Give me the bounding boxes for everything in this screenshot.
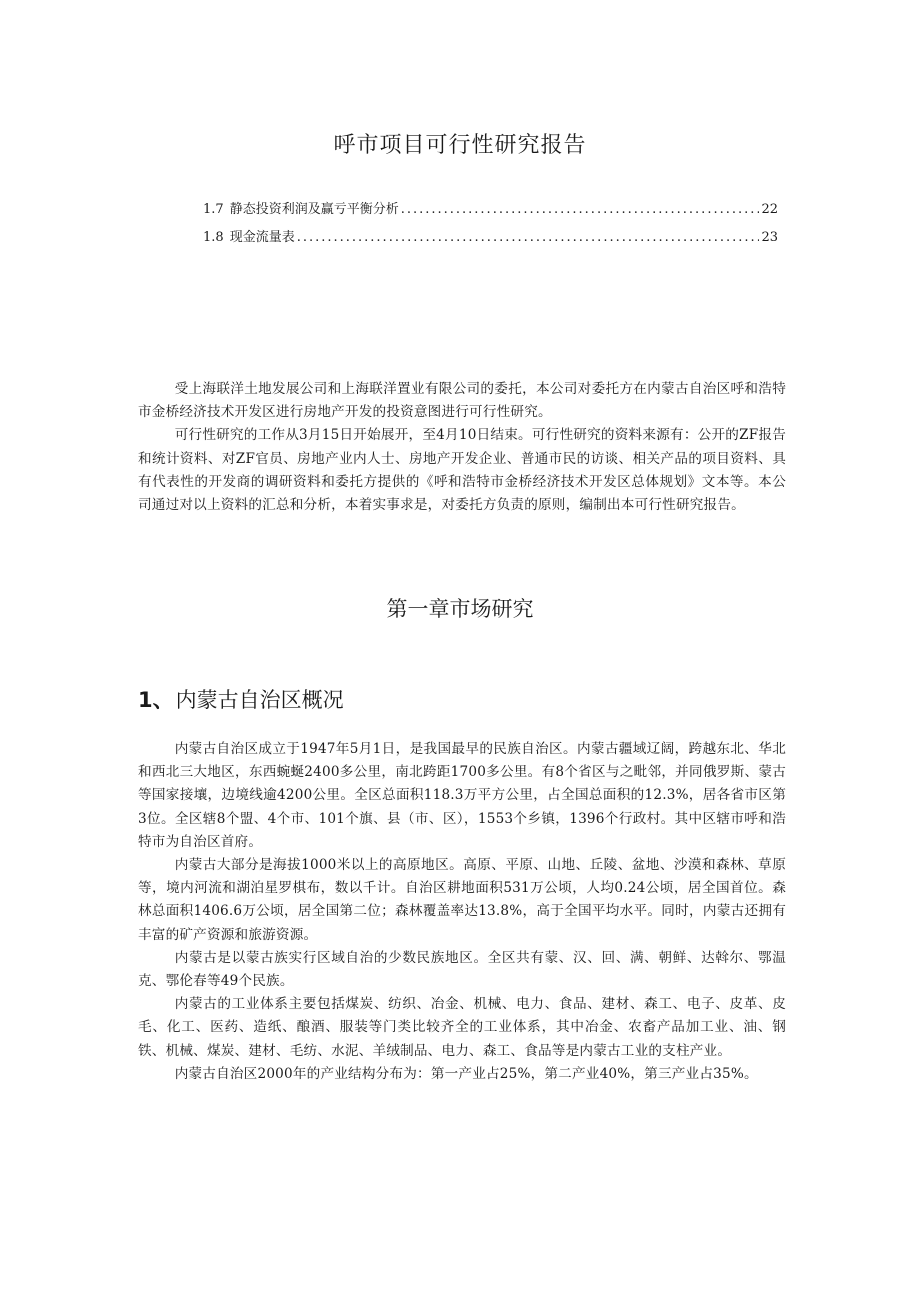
body-paragraph: 内蒙古自治区2000年的产业结构分布为：第一产业占25%，第二产业40%，第三产业占35%。 — [174, 1065, 758, 1082]
toc-leader-dots — [401, 196, 760, 224]
section-number: 1、 — [138, 688, 174, 712]
toc-leader-dots — [297, 224, 760, 252]
toc-entry[interactable] — [203, 224, 778, 252]
toc-entry-number: 1.7 — [203, 202, 224, 217]
toc-entry-page: 23 — [761, 230, 778, 245]
section-title-text: 内蒙古自治区概况 — [175, 688, 344, 712]
document-title: 呼市项目可行性研究报告 — [333, 133, 587, 158]
toc-entry-text: 现金流量表 — [229, 230, 295, 245]
toc-entry-number: 1.8 — [203, 230, 224, 245]
section-body — [138, 738, 786, 1086]
toc-entry-page: 22 — [761, 202, 778, 217]
intro-paragraph: 可行性研究的工作从3月15日开始展开，至4月10日结束。可行性研究的资料来源有：公开的ZF报告和统计资料、对ZF官员、房地产业内人士、房地产开发企业、普通市民的访谈、相关产品的项目资料、具有代表性的开发商的调研资料和委托方提供的《呼和浩特市金桥经济技术开发区总体规划》文本等。本公司通过对以上资料的汇总和分析，本着实事求是，对委托方负责的原则，编制出本可行性研究报告。 — [138, 427, 786, 514]
body-paragraph: 内蒙古是以蒙古族实行区域自治的少数民族地区。全区共有蒙、汉、回、满、朝鲜、达斡尔、鄂温克、鄂伦春等49个民族。 — [138, 949, 786, 990]
toc-entry[interactable] — [203, 196, 778, 224]
body-paragraph: 内蒙古自治区成立于1947年5月1日，是我国最早的民族自治区。内蒙古疆域辽阔，跨越东北、华北和西北三大地区，东西蜿蜒2400多公里，南北跨距1700多公里。有8个省区与之毗邻，并同俄罗斯、蒙古等国家接壤，边境线逾4200公里。全区总面积118.3万平方公里，占全国总面积的12.3%，居各省市区第3位。全区辖8个盟、4个市、101个旗、县（市、区），1553个乡镇，1396个行政村。其中区辖市呼和浩特市为自治区首府。 — [138, 741, 786, 850]
section-heading — [138, 684, 344, 714]
toc-entry-text: 静态投资利润及赢亏平衡分析 — [229, 202, 399, 217]
body-paragraph: 内蒙古大部分是海拔1000米以上的高原地区。高原、平原、山地、丘陵、盆地、沙漠和森林、草原等，境内河流和湖泊星罗棋布，数以千计。自治区耕地面积531万公顷，人均0.24公顷，居全国首位。森林总面积1406.6万公顷，居全国第二位；森林覆盖率达13.8%，高于全国平均水平。同时，内蒙古还拥有丰富的矿产资源和旅游资源。 — [138, 857, 786, 943]
body-paragraph: 内蒙古的工业体系主要包括煤炭、纺织、冶金、机械、电力、食品、建材、森工、电子、皮革、皮毛、化工、医药、造纸、酿酒、服装等门类比较齐全的工业体系，其中冶金、农畜产品加工业、油、钢铁、机械、煤炭、建材、毛纺、水泥、羊绒制品、电力、森工、食品等是内蒙古工业的支柱产业。 — [138, 996, 786, 1059]
intro-section — [138, 378, 786, 517]
table-of-contents — [203, 196, 778, 252]
chapter-title: 第一章市场研究 — [386, 597, 534, 621]
intro-paragraph: 受上海联洋土地发展公司和上海联洋置业有限公司的委托，本公司对委托方在内蒙古自治区呼和浩特市金桥经济技术开发区进行房地产开发的投资意图进行可行性研究。 — [138, 381, 786, 421]
